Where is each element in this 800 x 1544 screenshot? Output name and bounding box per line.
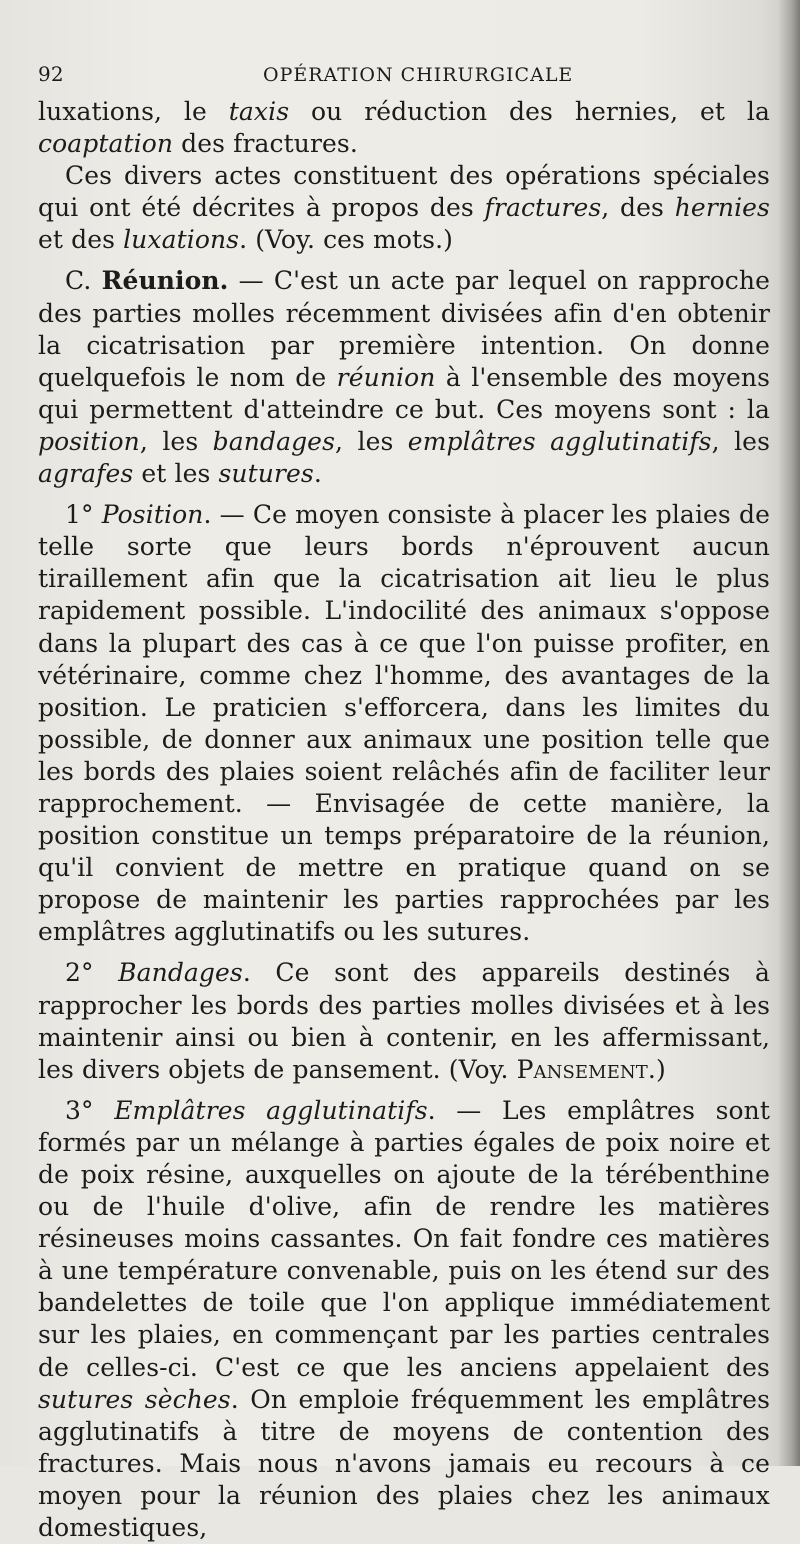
text-segment: .) <box>647 1054 666 1084</box>
item-heading: Bandages <box>118 958 243 988</box>
running-head: OPÉRATION CHIRURGICALE <box>263 64 574 86</box>
italic-term: hernies <box>674 193 770 223</box>
text-segment: et des <box>38 225 124 255</box>
cross-reference: Pansement <box>516 1054 648 1084</box>
italic-term: agrafes <box>38 459 134 489</box>
text-segment: . — Ce moyen consiste à placer les plaies de telle sorte que leurs bords n'éprouvent aucun tiraillement afin que la cicatrisation ait lieu le plus rapidement possible. L'indocilité des animaux s'oppose dans la plupart des cas à ce que l'on puisse profiter, en vétérinaire, comme chez l'homme, des avantages de la position. Le praticien s'efforcera, dans les limites du possible, de donner aux animaux une position telle que les bords des plaies soient relâchés afin de faciliter leur rapprochement. — Envisagée de cette manière, la position constitue un temps préparatoire de la réunion, qu'il convient de mettre en pratique quand on se propose de maintenir les parties rapprochées par les emplâtres agglutinatifs ou les sutures. <box>38 500 770 947</box>
page-header <box>38 58 770 90</box>
paragraph-continuation <box>38 96 770 160</box>
paragraph-position <box>38 499 770 948</box>
italic-term: réunion <box>336 362 436 392</box>
italic-term: emplâtres agglutinatifs <box>407 426 712 456</box>
text-segment: et les <box>133 459 219 489</box>
italic-term: sutures <box>218 459 314 489</box>
paragraph-bandages <box>38 957 770 1085</box>
text-segment: — C'est un acte par lequel on rapproche des parties molles récemment divisées afin d'en obtenir la cicatrisation par première intention. On donne quelquefois le nom de <box>38 266 771 392</box>
item-number: 2° <box>65 958 94 988</box>
text-segment: . (Voy. ces mots.) <box>239 225 453 255</box>
paragraph-special-operations <box>38 160 770 256</box>
page-spine-shadow <box>778 0 800 1466</box>
paragraph-emplatres <box>38 1095 770 1544</box>
item-number: 1° <box>65 500 94 530</box>
item-heading: Position <box>101 500 204 530</box>
text-segment: , les <box>139 426 213 456</box>
text-segment: . <box>313 459 322 489</box>
item-heading: Emplâtres agglutinatifs <box>114 1095 428 1125</box>
italic-term: sutures sèches <box>38 1384 231 1414</box>
text-segment: . Ce sont des appareils destinés à rapprocher les bords des parties molles divisées et à les maintenir ainsi ou bien à contenir, en les affermissant, les divers objets de pansement. (Voy. <box>38 958 771 1084</box>
section-label: C. <box>65 266 92 296</box>
text-segment: des fractures. <box>173 129 358 159</box>
text-segment: , des <box>601 193 675 223</box>
text-segment: . — Les emplâtres sont formés par un mélange à parties égales de poix noire et de poix résine, auxquelles on ajoute de la térébenthine ou de l'huile d'olive, afin de rendre les matières résineuses moins cassantes. On fait fondre ces matières à une température convenable, puis on les étend sur des bandelettes de toile que l'on applique immédiatement sur les plaies, en commençant par les parties centrales de celles-ci. C'est ce que les anciens appelaient des <box>38 1095 771 1382</box>
page-text <box>38 58 770 1544</box>
paragraph-reunion <box>38 265 770 490</box>
item-number: 3° <box>65 1095 94 1125</box>
text-segment: , les <box>711 426 770 456</box>
text-segment: , les <box>335 426 408 456</box>
italic-term: luxations <box>123 225 240 255</box>
italic-term: fractures <box>484 193 602 223</box>
section-heading: Réunion. <box>101 266 229 296</box>
text-segment: à l'ensemble des moyens qui permettent d'atteindre ce but. Ces moyens sont : la <box>38 362 770 424</box>
italic-term: coaptation <box>38 129 174 159</box>
text-segment: . On emploie fréquemment les emplâtres agglutinatifs à titre de moyens de contention des fractures. Mais nous n'avons jamais eu recours à ce moyen pour la réunion des plaies chez les animaux domestiques, <box>38 1384 770 1543</box>
text-segment: Ces divers actes constituent des opérations spéciales qui ont été décrites à propos des <box>38 161 770 223</box>
italic-term: position <box>38 426 140 456</box>
text-segment: ou réduction des hernies, et la <box>289 97 770 126</box>
page-number: 92 <box>38 62 64 86</box>
text-segment: luxations, le <box>38 97 229 126</box>
italic-term: bandages <box>212 426 336 456</box>
italic-term: taxis <box>228 97 290 126</box>
